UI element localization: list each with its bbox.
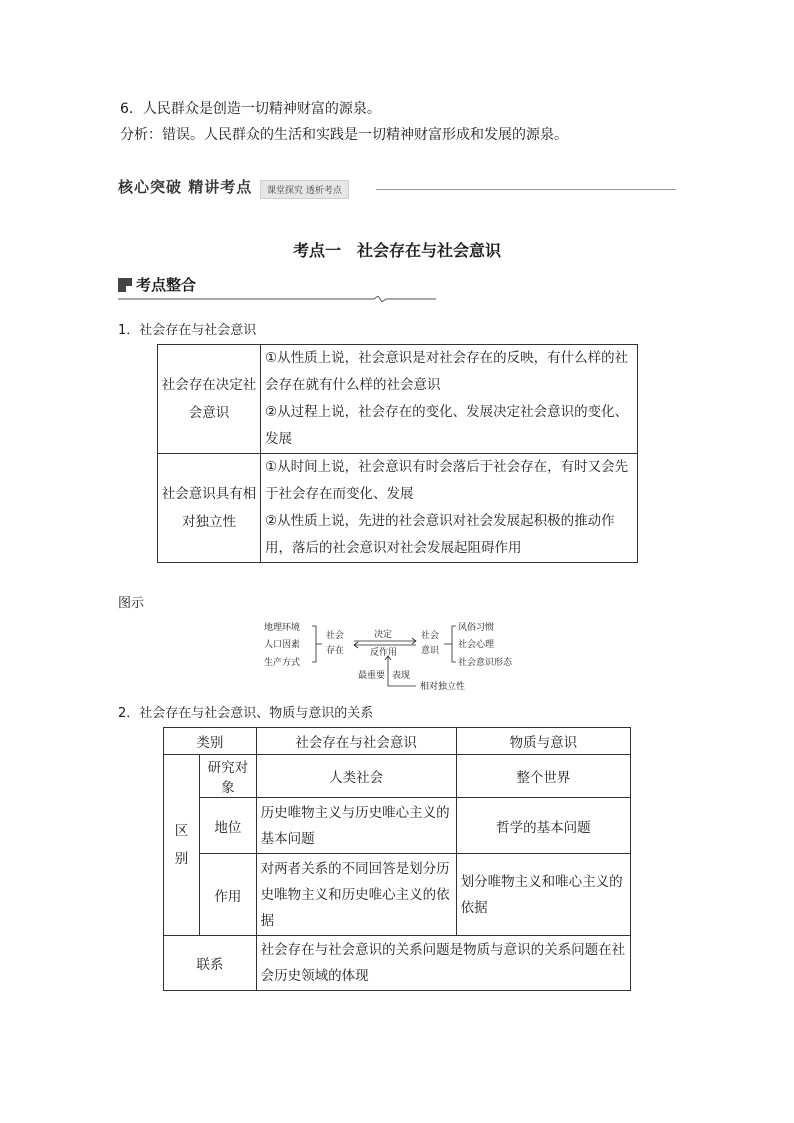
point-1: ①从时间上说，社会意识有时会落后于社会存在，有时又会先于社会存在而变化、发展 [265, 459, 629, 502]
banner-subtitle: 课堂探究 透析考点 [260, 180, 349, 199]
row-content [261, 345, 638, 454]
form-customs: 风俗习惯 [458, 623, 495, 633]
header-category: 类别 [164, 728, 257, 755]
table-row [164, 798, 631, 854]
section-banner [118, 176, 678, 206]
label-relative-independence: 相对独立性 [420, 682, 466, 692]
cell-matter: 哲学的基本问题 [456, 798, 630, 854]
table-row [158, 345, 638, 454]
difference-char-1: 区 [174, 823, 189, 839]
label-decide: 决定 [374, 630, 393, 640]
heading-kaodian-text: 考点整合 [136, 276, 197, 294]
cell-matter: 整个世界 [456, 755, 630, 798]
cell-social: 对两者关系的不同回答是划分历史唯物主义和历史唯心主义的依据 [256, 854, 456, 936]
row-label: 作用 [200, 854, 257, 936]
factor-population: 人口因素 [264, 640, 301, 650]
label-reaction: 反作用 [370, 648, 398, 658]
row-label: 社会存在决定社会意识 [158, 345, 261, 454]
link-text: 社会存在与社会意识的关系问题是物质与意识的关系问题在社会历史领域的体现 [256, 936, 630, 991]
banner-main-title: 核心突破 精讲考点 [118, 178, 253, 196]
social-consciousness-a: 社会 [421, 631, 440, 641]
label-most-important: 最重要 [358, 671, 386, 681]
analysis-text: 分析：错误。人民群众的生活和实践是一切精神财富形成和发展的源泉。 [120, 127, 568, 143]
table-row [164, 936, 631, 991]
item-6: 6．人民群众是创造一切精神财富的源泉。 [120, 101, 381, 117]
point-1: ①从性质上说，社会意识是对社会存在的反映，有什么样的社会存在就有什么样的社会意识 [265, 350, 629, 393]
social-being-a: 社会 [326, 631, 345, 641]
form-psychology: 社会心理 [458, 640, 495, 650]
label-manifest: 表现 [392, 671, 411, 681]
item-1-title: 1．社会存在与社会意识 [118, 323, 257, 338]
form-ideology: 社会意识形态 [458, 658, 513, 668]
link-label: 联系 [164, 936, 257, 991]
factor-production: 生产方式 [264, 658, 301, 668]
table-comparison [163, 727, 631, 991]
item-2-title: 2．社会存在与社会意识、物质与意识的关系 [118, 706, 374, 721]
row-label: 研究对象 [200, 755, 257, 798]
table-row [158, 454, 638, 563]
row-label: 地位 [200, 798, 257, 854]
social-consciousness-b: 意识 [421, 646, 440, 656]
heading-underline [118, 296, 436, 302]
difference-char-2: 别 [174, 851, 189, 867]
table-row [164, 755, 631, 798]
row-content [261, 454, 638, 563]
point-2: ②从过程上说，社会存在的变化、发展决定社会意识的变化、发展 [265, 404, 629, 447]
difference-label [164, 755, 200, 936]
header-social: 社会存在与社会意识 [256, 728, 456, 755]
row-label: 社会意识具有相对独立性 [158, 454, 261, 563]
cell-social: 历史唯物主义与历史唯心主义的基本问题 [256, 798, 456, 854]
cell-matter: 划分唯物主义和唯心主义的依据 [456, 854, 630, 936]
table-row [164, 728, 631, 755]
banner-rule [376, 189, 676, 190]
cell-social: 人类社会 [256, 755, 456, 798]
relationship-diagram [256, 620, 536, 692]
header-matter: 物质与意识 [456, 728, 630, 755]
table-row [164, 854, 631, 936]
factor-geography: 地理环境 [264, 623, 301, 633]
diagram-label: 图示 [118, 596, 145, 611]
section-title: 考点一 社会存在与社会意识 [292, 241, 501, 260]
point-2: ②从性质上说，先进的社会意识对社会发展起积极的推动作用，落后的社会意识对社会发展起阻碍作用 [265, 513, 615, 556]
square-bullet-icon [118, 278, 132, 292]
table-social-being [157, 344, 638, 563]
social-being-b: 存在 [326, 646, 345, 656]
heading-kaodian [118, 274, 196, 295]
